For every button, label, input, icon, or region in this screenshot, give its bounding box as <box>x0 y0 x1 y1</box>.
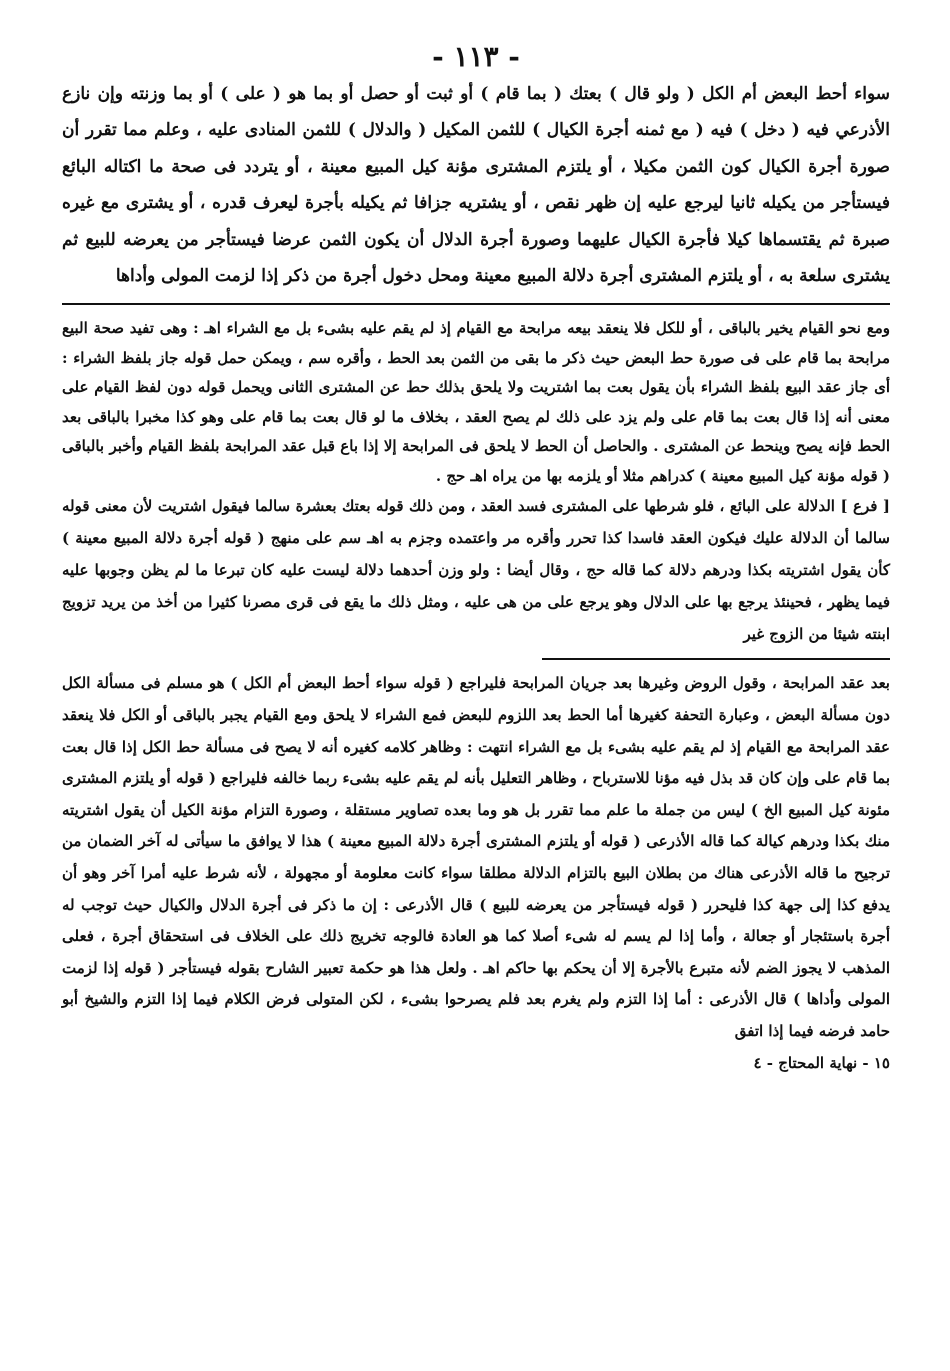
commentary-paragraph-second-gloss: بعد عقد المرابحة ، وقول الروض وغيرها بعد جريان المرابحة فليراجع ( قوله سواء أحط البعض أم الكل ) هو مسلم فى مسألة الكل دون مسألة البعض ، وعبارة التحفة كغيرها أما الحط بعد اللزوم للبعض فمع الشراء لا يلحق ومع القيام يجبر بالباقى أو الكل فلا ينعقد عقد المرابحة مع القيام إذ لم يقم عليه بشىء بل مع الشراء انتهت : وظاهر كلامه كغيره أنه لا يصح فى مسألة حط الكل إذا قال بعت بما قام على وإن كان قد بذل فيه مؤنا للاسترباح ، وظاهر التعليل بأنه لم يقم عليه بشىء ربما خالفه فليراجع ( قوله أو يلتزم المشترى مئونة كيل المبيع الخ ) ليس من جملة ما علم مما تقرر بل هو وما بعده تصاوير مستقلة ، وصورة التزام مؤنة الكيل أن يقول اشتريته منك بكذا ودرهم كيالة كما قاله الأذرعى ( قوله أو يلتزم المشترى أجرة دلالة المبيع معينة ) هذا لا يوافق ما سيأتى له آخر الضمان من ترجيح ما قاله الأذرعى هناك من بطلان البيع بالتزام الدلالة مطلقا سواء كانت معلومة أو مجهولة ، لأنه شرط عليه أمرا آخر وهو أن يدفع كذا إلى جهة كذا فليحرر ( قوله فيستأجر من يعرضه للبيع ) قال الأذرعى : إن ما ذكر فى أجرة الدلال والكيال حيث توجب له أجرة باستئجار أو جعالة ، وأما إذا لم يسم له شىء أصلا كما هو العادة فالوجه تخريج ذلك على الخلاف فى استحقاق أجرة ، فعلى المذهب لا يجوز الضم لأنه متبرع بالأجرة إلا أن يحكم بها حاكم اهـ . ولعل هذا هو حكمة تعبير الشارح بقوله فيستأجر ( قوله إذا لزمت المولى وأداها ) قال الأذرعى : أما إذا التزم ولم يغرم بعد فلم يصرحوا بشىء ، لكن المتولى فرض الكلام فيما إذا التزم والشيخ أبو حامد فرضه فيما إذا اتفق <box>62 674 890 1040</box>
main-text-block <box>62 76 890 294</box>
page-number: - ١١٣ - <box>432 40 520 73</box>
main-text-paragraph: سواء أحط البعض أم الكل ( ولو قال ) بعتك ( بما قام ) أو ثبت أو حصل أو بما هو ( على ) أو بما وزنته وإن نازع الأذرعي فيه ( دخل ) فيه ( مع ثمنه أجرة الكيال ) للثمن المكيل ( والدلال ) للثمن المنادى عليه ، وعلم مما تقرر أن صورة أجرة الكيال كون الثمن مكيلا ، أو يلتزم المشترى مؤنة كيل المبيع معينة ، أو يتردد فى صحة ما اكتاله البائع فيستأجر من يكيله ثانيا ليرجع عليه إن ظهر نقص ، أو يشتريه جزافا ثم يكيله بأجرة ليعرف قدره ، أو يشترى مع غيره صبرة ثم يقتسماها كيلا فأجرة الكيال عليهما وصورة أجرة الدلال أن يكون الثمن عرضا فيستأجر من يعرضه للبيع ثم يشترى سلعة به ، أو يلتزم المشترى أجرة دلالة المبيع معينة ومحل دخول أجرة من ذكر إذا لزمت المولى وأداها <box>62 84 891 287</box>
commentary-block-2 <box>62 491 890 650</box>
commentary-block-3 <box>62 668 890 1047</box>
footer-signature: ١٥ - نهاية المحتاج - ٤ <box>753 1053 890 1072</box>
main-text-divider <box>62 303 890 305</box>
commentary-divider <box>542 658 890 660</box>
commentary-paragraph-footnote: [ فرع ] الدلالة على البائع ، فلو شرطها على المشترى فسد العقد ، ومن ذلك قوله بعتك بعشرة سالما فيقول اشتريت لأن معنى قوله سالما أن الدلالة عليك فيكون العقد فاسدا كذا تحرر وأقره مر واعتمده وجزم به اهـ سم على منهج ( قوله أجرة دلالة المبيع معينة ) كأن يقول اشتريته بكذا ودرهم دلالة كما قاله حج ، وقال أيضا : ولو وزن أحدهما دلالة ليست عليه كان تبرعا ما لم يظن وجوبها عليه فيما يظهر ، فحينئذ يرجع بها على الدلال وهو يرجع على من هى عليه ، ومثل ذلك ما يقع فى قرى مصرنا كثيرا من أخذ من يريد تزويج ابنته شيئا من الزوج غير <box>62 497 890 643</box>
commentary-paragraph: ومع نحو القيام يخير بالباقى ، أو للكل فلا ينعقد بيعه مرابحة مع القيام إذ لم يقم عليه بشىء بل مع الشراء اهـ : وهى تفيد صحة البيع مرابحة بما قام على فى صورة حط البعض حيث ذكر ما بقى من الثمن بعد الحط ، وأقره سم ، ويمكن حمل قوله جاز بلفظ الشراء : أى جاز عقد البيع بلفظ الشراء بأن يقول بعت بما اشتريت ولا يلحق بذلك حط عن المشترى الثانى ويحمل قوله دون لفظ القيام على معنى أنه إذا قال بعت بما قام على ولم يزد على ذلك لم يصح العقد ، بخلاف ما لو قال بعت بما قام على وهو كذا مخبرا بالباقى بعد الحط فإنه يصح وينحط عن المشترى . والحاصل أن الحط لا يلحق فى المرابحة إلا إذا باع قبل عقد المرابحة بلفظ القيام وأخبر بالباقى ( قوله مؤنة كيل المبيع معينة ) كدراهم مثلا أو يلزمه بها من يراه اهـ حج . <box>62 319 890 485</box>
commentary-block-1 <box>62 314 890 491</box>
